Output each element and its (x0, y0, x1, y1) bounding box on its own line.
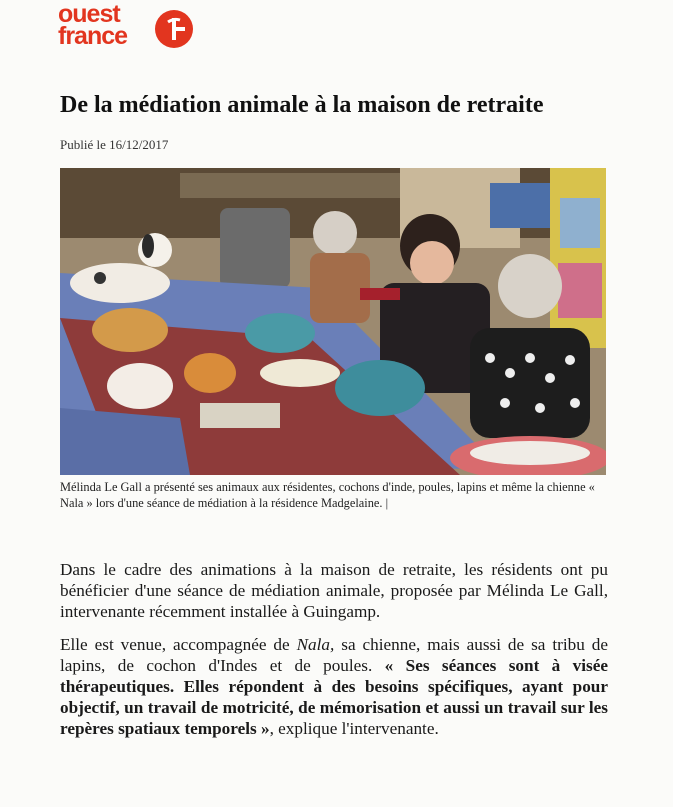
article-body (60, 559, 608, 751)
paragraph-text: Elle est venue, accompagnée de (60, 635, 297, 654)
paragraph-intro: Dans le cadre des animations à la maison de retraite, les résidents ont pu bénéficier d'une séance de médiation animale, proposée par Mélinda Le Gall, intervenante récemment installée à Guingamp. (60, 560, 608, 621)
paragraph-details (60, 634, 608, 739)
ouest-france-logo (58, 0, 208, 51)
logo-word-france: france (58, 22, 128, 50)
paragraph-text: , explique l'intervenante. (269, 719, 439, 738)
photo-caption: Mélinda Le Gall a présenté ses animaux aux résidentes, cochons d'inde, poules, lapins et même la chienne « Nala » lors d'une séance de médiation à la résidence Madgelaine. | (60, 480, 595, 510)
article-photo (60, 168, 606, 475)
logo-wordmark (58, 0, 128, 50)
logo-emblem-icon (154, 9, 194, 49)
quote-text: « Ses séances sont à visée thérapeutiques. Elles répondent à des besoins spécifiques, ayant pour objectif, un travail de motricité, de mémorisation et aussi un travail sur les repères spatiaux temporels » (60, 656, 608, 738)
logo-word-ouest: ouest (58, 0, 120, 28)
article-title: De la médiation animale à la maison de retraite (60, 92, 544, 118)
photo-residents-with-animals-icon (60, 168, 606, 475)
dog-name: Nala, (296, 635, 335, 654)
publication-date: Publié le 16/12/2017 (60, 137, 169, 152)
paragraph-text: sa chienne, mais aussi de sa tribu de lapins, de cochon d'Indes et de poules. (60, 635, 608, 675)
